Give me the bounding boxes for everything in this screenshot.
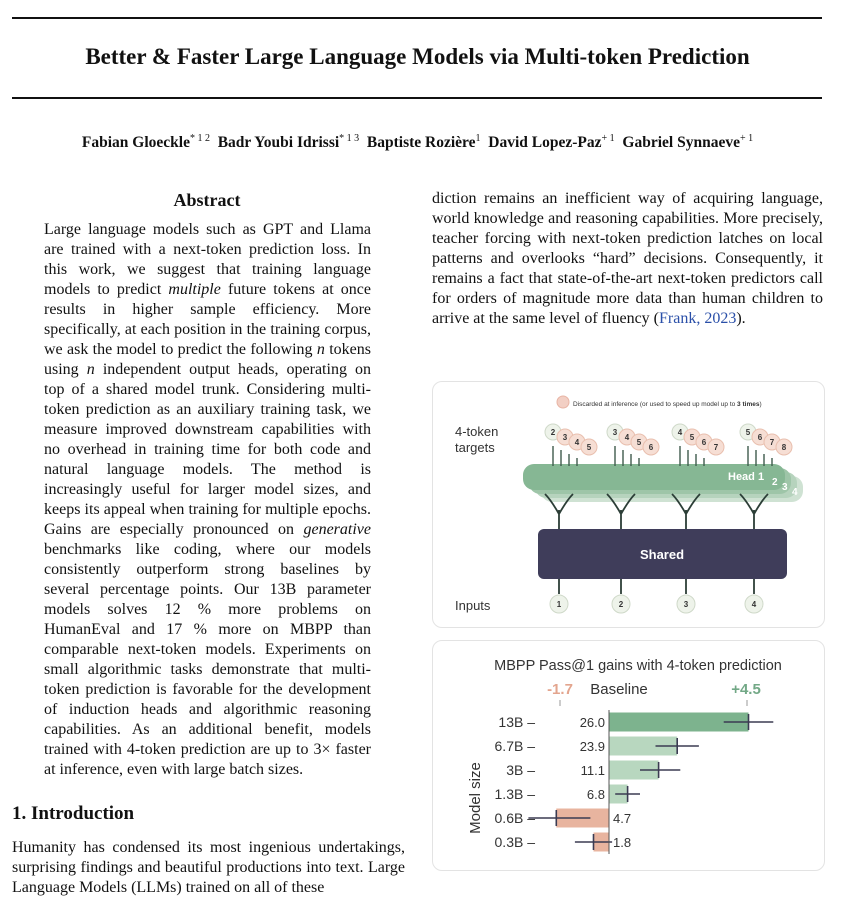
- head-label: Head 1: [728, 471, 765, 483]
- title-rule: [12, 97, 822, 99]
- head-number: 4: [792, 487, 798, 498]
- baseline-value-label: 1.8: [613, 835, 632, 850]
- abstract-text: independent output heads, operating on top of a shared model trunk. Considering multi-token prediction as an auxiliary training task, we measure improved downstream capabilities with no overhead in training time for both code and natural language models. The method is increasingly useful for larger model sizes, and keeps its appeal when training for multiple epochs. Gains are especially pronounced on: [44, 361, 372, 538]
- chart-ylabel: Model size: [467, 762, 484, 834]
- category-label: 3B –: [506, 762, 535, 778]
- author-mark: + 1: [601, 133, 615, 144]
- input-token-label: 4: [751, 600, 757, 609]
- author-mark: * 1 2: [189, 133, 210, 144]
- target-token-label: 6: [648, 443, 654, 452]
- baseline-value-label: 11.1: [580, 763, 605, 778]
- target-token-label: 4: [624, 433, 630, 442]
- target-token-label: 7: [713, 443, 719, 452]
- output-heads: [523, 446, 803, 529]
- citation-link[interactable]: Frank, 2023: [659, 310, 737, 327]
- section-heading: 1. Introduction: [12, 803, 135, 824]
- category-label: 1.3B –: [494, 786, 535, 802]
- abstract-emphasis: multiple: [168, 281, 221, 298]
- intro-text: Humanity has condensed its most ingenious undertakings, surprising findings and beautiful productions into text. Large Language Models (LLMs) trained on all of these: [12, 839, 405, 896]
- paper-title: Better & Faster Large Language Models via Multi-token Prediction: [85, 44, 750, 69]
- baseline-value-label: 26.0: [579, 715, 605, 730]
- baseline-value-label: 6.8: [586, 787, 605, 802]
- author: Gabriel Synnaeve: [622, 134, 740, 152]
- author: Fabian Gloeckle: [81, 134, 190, 152]
- abstract-heading: Abstract: [173, 190, 241, 210]
- head-number: 3: [782, 482, 788, 493]
- category-label: 6.7B –: [494, 738, 535, 754]
- author-mark: 1: [475, 133, 481, 144]
- body-text: ).: [736, 310, 746, 327]
- architecture-figure: [432, 381, 825, 628]
- target-token-label: 3: [562, 433, 568, 442]
- abstract-text: Large language models such as GPT and Llama are trained with a next-token prediction loss. In this work, we suggest that training language models to predict: [44, 221, 371, 298]
- chart-baseline-label: Baseline: [590, 681, 648, 698]
- chart-min-label: -1.7: [547, 681, 573, 698]
- target-token-label: 5: [586, 443, 592, 452]
- abstract-emphasis: generative: [303, 521, 371, 538]
- author: Baptiste Rozière: [366, 134, 476, 152]
- chart-max-label: +4.5: [731, 681, 761, 698]
- author-mark: + 1: [739, 133, 754, 144]
- mbpp-gains-chart: [433, 641, 824, 870]
- baseline-value-label: 23.9: [579, 739, 605, 754]
- chart-title: MBPP Pass@1 gains with 4-token prediction: [494, 658, 782, 674]
- category-label: 13B –: [498, 714, 535, 730]
- target-token-label: 5: [745, 428, 751, 437]
- category-label: 0.3B –: [494, 834, 535, 850]
- input-token-label: 2: [618, 600, 624, 609]
- target-token-label: 2: [550, 428, 556, 437]
- shared-trunk-label: Shared: [639, 547, 685, 562]
- abstract-text: benchmarks like coding, where our models consistently outperform strong baselines by several percentage points. Our 13B parameter models solves 12 % more problems on HumanEval and 17 % more on MBPP than comparable next-token models. Experiments on small algorithmic tasks demonstrate that multi-token prediction is favorable for the development of induction heads and algorithmic reasoning capabilities. As an additional benefit, models trained with 4-token prediction are up to 3× faster at inference, even with large batch sizes.: [44, 541, 371, 778]
- target-token-label: 6: [757, 433, 763, 442]
- abstract-body: [44, 220, 371, 780]
- target-token-label: 7: [769, 438, 775, 447]
- target-token-label: 8: [781, 443, 787, 452]
- category-label: 0.6B –: [494, 810, 535, 826]
- abstract-math-n: n: [86, 361, 95, 378]
- abstract-math-n: n: [316, 341, 325, 358]
- input-tokens: [550, 579, 763, 613]
- author: Badr Youbi Idrissi: [217, 134, 340, 152]
- input-token-label: 1: [556, 600, 562, 609]
- target-tokens: [545, 424, 792, 455]
- target-token-label: 3: [612, 428, 618, 437]
- target-token-label: 4: [574, 438, 580, 447]
- target-token-label: 5: [689, 433, 695, 442]
- target-token-label: 5: [636, 438, 642, 447]
- head-number: 2: [772, 477, 778, 488]
- author-mark: * 1 3: [339, 133, 360, 144]
- baseline-value-label: 4.7: [613, 811, 632, 826]
- diagram-legend: Discarded at inference (or used to speed up model up to 3 times): [573, 401, 762, 408]
- chart-bars: [495, 710, 774, 854]
- inputs-label: Inputs: [455, 598, 491, 613]
- top-rule: [12, 17, 822, 19]
- input-token-label: 3: [683, 600, 689, 609]
- targets-label: 4-token: [455, 424, 499, 439]
- targets-label: targets: [455, 440, 495, 455]
- target-token-label: 4: [677, 428, 683, 437]
- author: David Lopez-Paz: [488, 134, 602, 152]
- target-token-label: 6: [701, 438, 707, 447]
- author-list: [0, 133, 835, 152]
- body-text: diction remains an inefficient way of acquiring language, world knowledge and reasoning capabilities. More precisely, teacher forcing with next-token prediction latches on local patterns and overlooks “hard” decisions. Consequently, it remains a fact that state-of-the-art next-token predictors call for orders of magnitude more data than human children to arrive at the same level of fluency (: [432, 190, 823, 327]
- architecture-diagram: [433, 382, 824, 627]
- legend-discarded-icon: [557, 396, 569, 408]
- abstract-text: tokens using: [44, 341, 372, 378]
- abstract-text: future tokens at once results in higher sample efficiency. More specifically, at each position in the training corpus, we ask the model to predict the following: [44, 281, 371, 358]
- mbpp-chart-figure: [432, 640, 825, 871]
- right-column-text: [432, 189, 823, 329]
